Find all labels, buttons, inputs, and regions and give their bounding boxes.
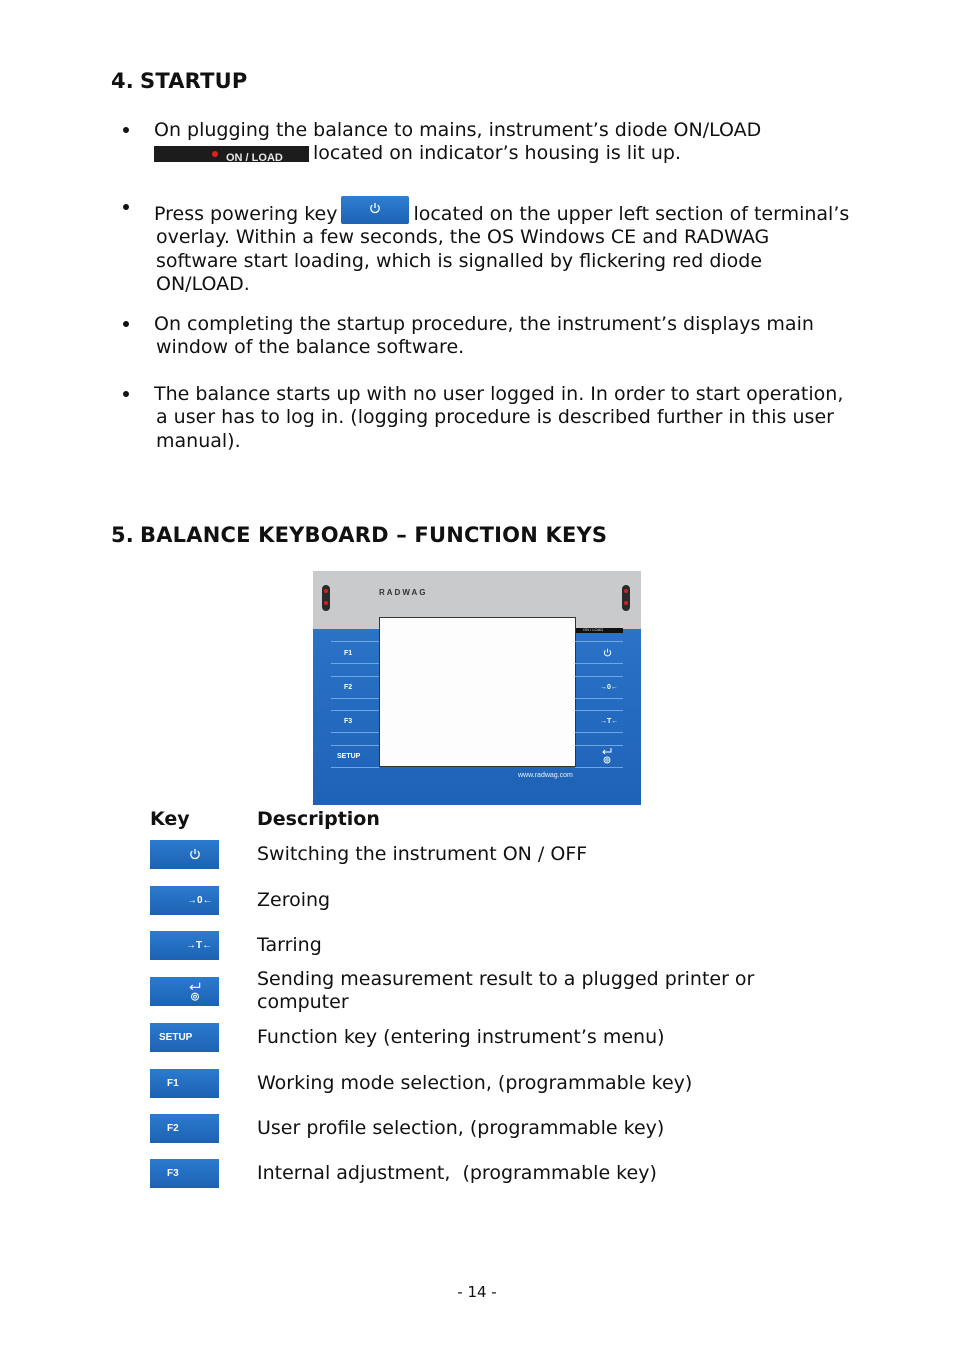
bullet-text: On plugging the balance to mains, instrument’s diode ON/LOAD: [154, 119, 762, 141]
print-icon: [188, 981, 202, 1003]
on-load-label: ON / LOAD: [226, 151, 283, 164]
key-divider: [575, 698, 623, 699]
zero-key: [150, 886, 219, 915]
f2-key: F2: [344, 684, 353, 691]
tare-key: →T←: [600, 718, 619, 725]
setup-key: SETUP: [337, 753, 361, 760]
key-description: Internal adjustment, (programmable key): [257, 1162, 657, 1184]
balance-terminal-image: [313, 571, 641, 805]
tare-icon: →T←: [186, 940, 213, 951]
key-divider: [331, 767, 379, 768]
power-key-image: [341, 196, 409, 224]
on-load-diode-image: [154, 146, 309, 162]
key-description: User profile selection, (programmable key): [257, 1117, 665, 1139]
key-column-header: Key: [150, 808, 190, 830]
right-diode-icon: [622, 585, 630, 611]
bullet-text: located on the upper left section of terminal’s: [413, 203, 850, 225]
bullet-item: [154, 196, 849, 297]
f3-icon: F3: [167, 1168, 179, 1179]
key-divider: [575, 676, 623, 677]
tare-key: [150, 931, 219, 960]
red-diode-icon: [212, 151, 218, 157]
setup-icon: SETUP: [159, 1032, 193, 1043]
key-description: Working mode selection, (programmable key): [257, 1072, 693, 1094]
key-description: Tarring: [257, 934, 322, 956]
bullet-dot: [123, 321, 129, 327]
description-column-header: Description: [257, 808, 380, 830]
bullet-item: [154, 119, 761, 166]
bullet-dot: [123, 204, 129, 210]
bullet-text: a user has to log in. (logging procedure is described further in this user: [156, 406, 834, 429]
power-key: [150, 840, 219, 869]
zero-icon: →0←: [187, 895, 213, 906]
bullet-text: manual).: [156, 429, 241, 452]
key-description: [257, 968, 754, 1015]
bullet-text: software start loading, which is signalled by flickering red diode: [156, 249, 763, 272]
key-divider: [575, 663, 623, 664]
power-icon: [603, 648, 612, 657]
bullet-dot: [123, 391, 129, 397]
bullet-text: On completing the startup procedure, the instrument’s displays main: [154, 313, 814, 335]
on-load-strip: [575, 628, 623, 633]
radwag-logo: RADWAG: [379, 588, 428, 597]
f1-icon: F1: [167, 1078, 179, 1089]
bullet-text: located on indicator’s housing is lit up.: [313, 142, 681, 165]
left-diode-icon: [322, 585, 330, 611]
page-number: - 14 -: [457, 1283, 497, 1301]
key-description: Zeroing: [257, 889, 331, 911]
key-divider: [331, 663, 379, 664]
print-key: [150, 977, 219, 1006]
f2-icon: F2: [167, 1123, 179, 1134]
key-description: Switching the instrument ON / OFF: [257, 843, 588, 865]
print-icon: [601, 747, 613, 765]
key-divider: [575, 710, 623, 711]
bullet-item: [154, 313, 814, 360]
f3-key: F3: [344, 718, 353, 725]
on-load-label: ON / LOAD: [583, 627, 604, 632]
bullet-text: overlay. Within a few seconds, the OS Windows CE and RADWAG: [156, 226, 770, 249]
bullet-dot: [123, 127, 129, 133]
power-icon: [369, 202, 381, 214]
key-divider: [331, 698, 379, 699]
key-description: Function key (entering instrument’s menu): [257, 1026, 665, 1048]
bullet-text: Press powering key: [154, 203, 338, 225]
description-line: computer: [257, 991, 349, 1014]
section-title: STARTUP: [140, 69, 248, 93]
section-number: 5.: [111, 523, 134, 547]
key-divider: [331, 745, 379, 746]
power-icon: [189, 848, 201, 860]
website-label: www.radwag.com: [518, 772, 573, 779]
zero-key: →0←: [600, 684, 618, 691]
key-divider: [331, 710, 379, 711]
key-divider: [331, 732, 379, 733]
key-divider: [331, 676, 379, 677]
bullet-item: [154, 383, 843, 453]
key-divider: [575, 732, 623, 733]
bullet-text: ON/LOAD.: [156, 273, 250, 296]
bullet-text: window of the balance software.: [156, 336, 465, 359]
key-divider: [575, 745, 623, 746]
key-divider: [331, 641, 379, 642]
bullet-text: The balance starts up with no user logged in. In order to start operation,: [154, 383, 844, 405]
section-number: 4.: [111, 69, 134, 93]
key-divider: [575, 767, 623, 768]
f1-key: F1: [344, 650, 353, 657]
f1-key: [150, 1069, 219, 1098]
f2-key: [150, 1114, 219, 1143]
terminal-screen: [379, 617, 576, 767]
key-divider: [575, 641, 623, 642]
setup-key: [150, 1023, 219, 1052]
f3-key: [150, 1159, 219, 1188]
section-title: BALANCE KEYBOARD – FUNCTION KEYS: [140, 523, 608, 547]
description-line: Sending measurement result to a plugged printer or: [257, 968, 755, 990]
